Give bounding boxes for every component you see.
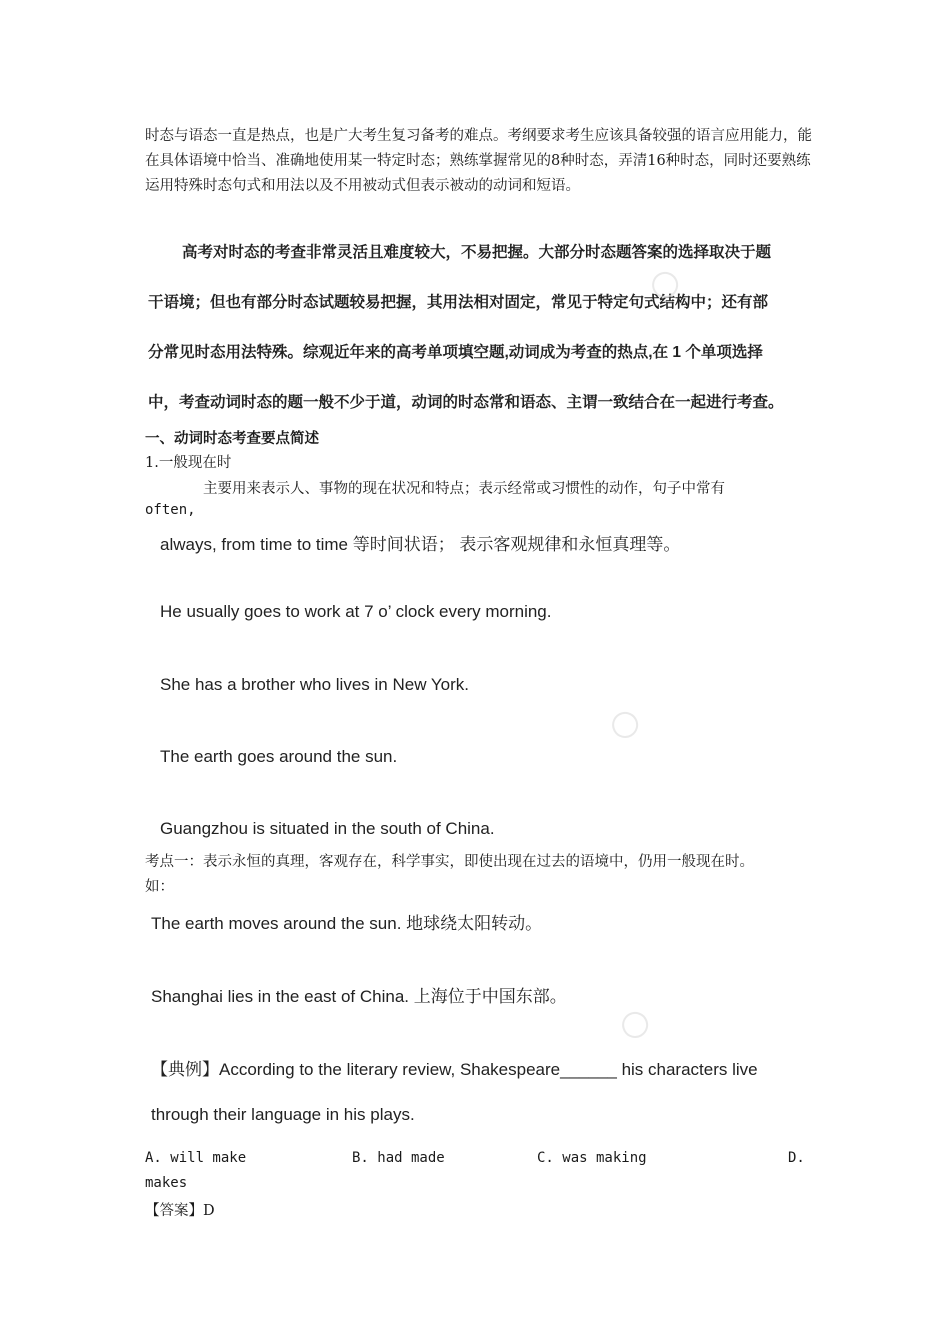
bold-line-3: 分常见时态用法特殊。综观近年来的高考单项填空题,动词成为考查的热点,在 1 个单项选择: [148, 344, 763, 361]
option-d-continued: makes: [145, 1175, 188, 1191]
example-sentence-5: The earth moves around the sun. 地球绕太阳转动。: [151, 914, 543, 933]
watermark-icon: [617, 965, 732, 1055]
bold-line-4: 中，考查动词时态的题一般不少于道，动词的时态常和语态、主谓一致结合在一起进行考查。: [148, 394, 784, 411]
bold-line-1: 高考对时态的考查非常灵活且难度较大，不易把握。大部分时态题答案的选择取决于题: [182, 244, 772, 261]
example-sentence-4: Guangzhou is situated in the south of China.: [160, 819, 495, 838]
section-desc-line-1: 主要用来表示人、事物的现在状况和特点；表示经常或习惯性的动作，句子中常有: [203, 481, 725, 497]
option-b: B. had made: [352, 1150, 445, 1166]
option-c: C. was making: [537, 1150, 647, 1166]
section-subtitle: 1.一般现在时: [145, 455, 232, 471]
example-sentence-3: The earth goes around the sun.: [160, 747, 398, 766]
example-sentence-1: He usually goes to work at 7 o’ clock every morning.: [160, 602, 552, 621]
dianli-line-2: through their language in his plays.: [151, 1105, 415, 1124]
section-desc-line-2: often,: [145, 502, 196, 518]
intro-text: 时态与语态一直是热点，也是广大考生复习备考的难点。考纲要求考生应该具备较强的语言应用能力，能在具体语境中恰当、准确地使用某一特定时态；熟练掌握常见的8种时态，弄清16种时态，同时还要熟练运用特殊时态句式和用法以及不用被动式但表示被动的动词和短语。: [145, 128, 812, 194]
kaodian-line-2: 如：: [145, 879, 174, 895]
kaodian-line-1: 考点一：表示永恒的真理，客观存在，科学事实，即使出现在过去的语境中，仍用一般现在时。: [145, 854, 754, 870]
dianli-line-1: 【典例】According to the literary review, Shakespeare______ his characters live: [151, 1060, 758, 1079]
option-d: D.: [788, 1150, 805, 1166]
example-sentence-2: She has a brother who lives in New York.: [160, 675, 470, 694]
bold-line-2: 干语境；但也有部分时态试题较易把握，其用法相对固定，常见于特定句式结构中；还有部: [148, 294, 769, 311]
example-sentence-6: Shanghai lies in the east of China. 上海位于中国东部。: [151, 987, 567, 1006]
option-a: A. will make: [145, 1150, 247, 1166]
answer-options: [0, 1150, 950, 1170]
section-title: 一、动词时态考查要点简述: [145, 430, 319, 447]
section-desc-line-3: always, from time to time 等时间状语； 表示客观规律和永恒真理等。: [160, 535, 681, 554]
answer-line: 【答案】D: [145, 1203, 215, 1219]
intro-paragraph: [145, 124, 815, 199]
watermark-icon: [607, 665, 722, 755]
